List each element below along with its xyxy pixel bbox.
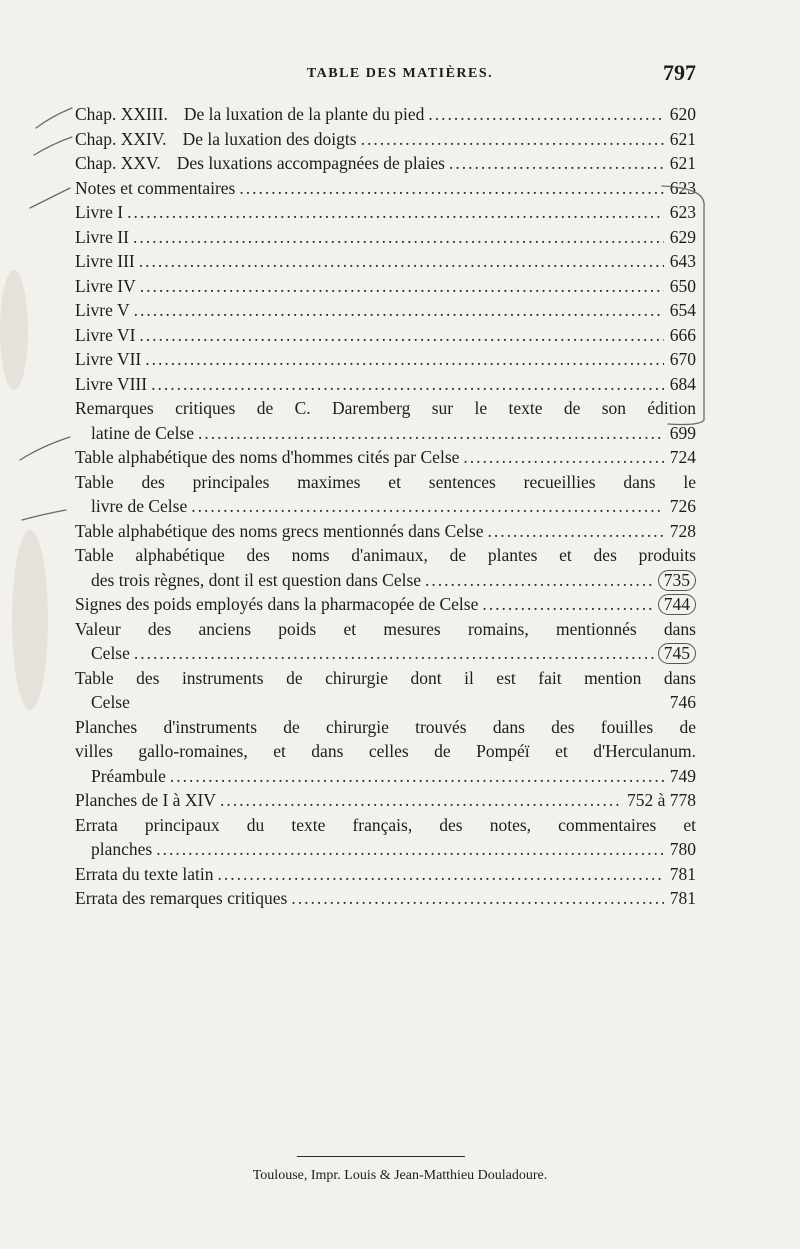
dot-leader <box>220 788 623 813</box>
dot-leader <box>134 298 664 323</box>
toc-entry-planches-i-xiv <box>75 788 696 813</box>
entry-page: 623 <box>669 202 696 222</box>
entry-text-line: Celse <box>91 643 130 663</box>
entry-text-line: Planches d'instruments de chirurgie trouvés dans des fouilles de <box>75 716 696 737</box>
entry-page: 621 <box>669 128 696 149</box>
entry-title: De la luxation des doigts <box>182 128 357 149</box>
toc-entry-livre-ii <box>75 225 696 250</box>
entry-page: 781 <box>669 888 696 908</box>
entry-text-line: Errata du texte latin <box>75 863 214 884</box>
entry-text-line: des trois règnes, dont il est question dans Celse <box>91 569 422 590</box>
toc-entry-livre-vi <box>75 323 696 348</box>
entry-label: Livre VIII <box>75 373 148 394</box>
entry-page: 780 <box>669 839 696 859</box>
dot-leader <box>145 347 664 372</box>
entry-text-line: livre de Celse <box>91 496 188 516</box>
toc-entry-chap-xxiv <box>75 127 696 152</box>
entry-text-line: Table alphabétique des noms d'animaux, de plantes et des produits <box>75 545 696 565</box>
entry-page: 620 <box>669 104 696 124</box>
toc-entry-signes-poids <box>75 592 696 617</box>
dot-leader <box>361 127 664 152</box>
toc-entry-noms-animaux <box>75 543 696 592</box>
entry-page: 684 <box>669 373 696 394</box>
entry-label: Livre II <box>75 226 129 247</box>
dot-leader <box>151 372 664 397</box>
toc-entry-livre-iv <box>75 274 696 299</box>
dot-leader <box>239 176 664 201</box>
entry-label: Livre I <box>75 202 124 222</box>
dot-leader <box>191 494 664 519</box>
toc-entry-errata-remarques <box>75 886 696 911</box>
toc-entry-notes <box>75 176 696 201</box>
entry-text-line: Table des instruments de chirurgie dont il est fait mention dans <box>75 667 696 688</box>
entry-label: Livre III <box>75 251 135 271</box>
toc-entry-errata-latin <box>75 862 696 887</box>
entry-page: 623 <box>669 177 696 198</box>
footer-rule <box>297 1156 465 1157</box>
entry-text-line: Préambule <box>91 765 166 786</box>
page-number: 797 <box>663 60 696 85</box>
dot-leader <box>139 323 664 348</box>
entry-text-line: Table alphabétique des noms grecs mentionnés dans Celse <box>75 520 484 541</box>
toc-entry-noms-grecs <box>75 519 696 544</box>
dot-leader <box>156 837 664 862</box>
toc-entry-errata-principaux <box>75 813 696 862</box>
entry-label: Livre V <box>75 300 130 320</box>
entry-text-line: Table alphabétique des noms d'hommes cités par Celse <box>75 447 460 467</box>
entry-page: 724 <box>669 447 696 467</box>
entry-page: 654 <box>669 300 696 320</box>
toc-entry-remarques-critiques <box>75 396 696 445</box>
dot-leader <box>291 886 664 911</box>
toc-entry-livre-vii <box>75 347 696 372</box>
entry-text-line: Table des principales maximes et sentences recueillies dans le <box>75 471 696 492</box>
entry-page: 621 <box>669 153 696 173</box>
toc-entry-livre-v <box>75 298 696 323</box>
dot-leader <box>140 274 664 299</box>
entry-text-line: Planches de I à XIV <box>75 790 216 810</box>
dot-leader <box>198 421 664 446</box>
entry-text-line: Errata des remarques critiques <box>75 888 288 908</box>
entry-label: Chap. XXV. <box>75 153 161 173</box>
toc-entry-livre-iii <box>75 249 696 274</box>
entry-page: 670 <box>669 349 696 369</box>
entry-label: Chap. XXIV. <box>75 128 167 149</box>
toc-entry-valeur-poids <box>75 617 696 666</box>
entry-text-line: Signes des poids employés dans la pharmacopée de Celse <box>75 594 479 614</box>
dot-leader <box>487 519 664 544</box>
dot-leader <box>133 225 664 250</box>
entry-title: Des luxations accompagnées de plaies <box>176 153 445 173</box>
entry-text-line: Valeur des anciens poids et mesures romains, mentionnés dans <box>75 618 696 639</box>
entry-page: 752 à 778 <box>626 790 696 810</box>
entry-label: Notes et commentaires <box>75 177 236 198</box>
running-header-title: TABLE DES MATIÈRES. <box>306 66 494 81</box>
toc-entry-livre-viii <box>75 372 696 397</box>
toc-entry-instruments <box>75 666 696 715</box>
entry-page: 735 <box>658 570 696 591</box>
entry-label: Livre VI <box>75 324 136 345</box>
entry-page: 745 <box>658 643 696 664</box>
entry-page: 744 <box>658 594 696 615</box>
entry-page: 699 <box>669 422 696 443</box>
dot-leader <box>127 200 664 225</box>
dot-leader <box>134 641 654 666</box>
dot-leader <box>170 764 664 789</box>
entry-text-line: Errata principaux du texte français, des notes, commentaires et <box>75 814 696 835</box>
dot-leader <box>428 102 664 127</box>
entry-text-line: latine de Celse <box>91 422 195 443</box>
entry-page: 629 <box>669 226 696 247</box>
table-of-contents <box>75 102 696 911</box>
entry-title: De la luxation de la plante du pied <box>183 104 425 124</box>
entry-page: 749 <box>669 765 696 786</box>
entry-page: 726 <box>669 496 696 516</box>
entry-page: 650 <box>669 275 696 296</box>
toc-entry-maximes <box>75 470 696 519</box>
dot-leader <box>139 249 664 274</box>
toc-entry-noms-hommes <box>75 445 696 470</box>
dot-leader <box>463 445 664 470</box>
toc-entry-chap-xxv <box>75 151 696 176</box>
dot-leader <box>425 568 654 593</box>
entry-text-line: Remarques critiques de C. Daremberg sur le texte de son édition <box>75 398 696 418</box>
entry-text-line: Celse <box>91 692 130 712</box>
printer-imprint: Toulouse, Impr. Louis & Jean-Matthieu Douladoure. <box>252 1168 548 1183</box>
entry-page: 643 <box>669 251 696 271</box>
entry-page: 728 <box>669 520 696 541</box>
entry-label: Livre IV <box>75 275 136 296</box>
entry-text-line: planches <box>91 839 153 859</box>
entry-page: 781 <box>669 863 696 884</box>
entry-page: 666 <box>669 324 696 345</box>
dot-leader <box>217 862 664 887</box>
entry-page: 746 <box>669 692 696 712</box>
toc-entry-livre-i <box>75 200 696 225</box>
toc-entry-planches-instruments <box>75 715 696 789</box>
dot-leader <box>449 151 664 176</box>
entry-label: Chap. XXIII. <box>75 104 168 124</box>
dot-leader <box>482 592 653 617</box>
entry-label: Livre VII <box>75 349 142 369</box>
toc-entry-chap-xxiii <box>75 102 696 127</box>
entry-text-line: villes gallo-romaines, et dans celles de Pompéï et d'Herculanum. <box>75 741 696 761</box>
